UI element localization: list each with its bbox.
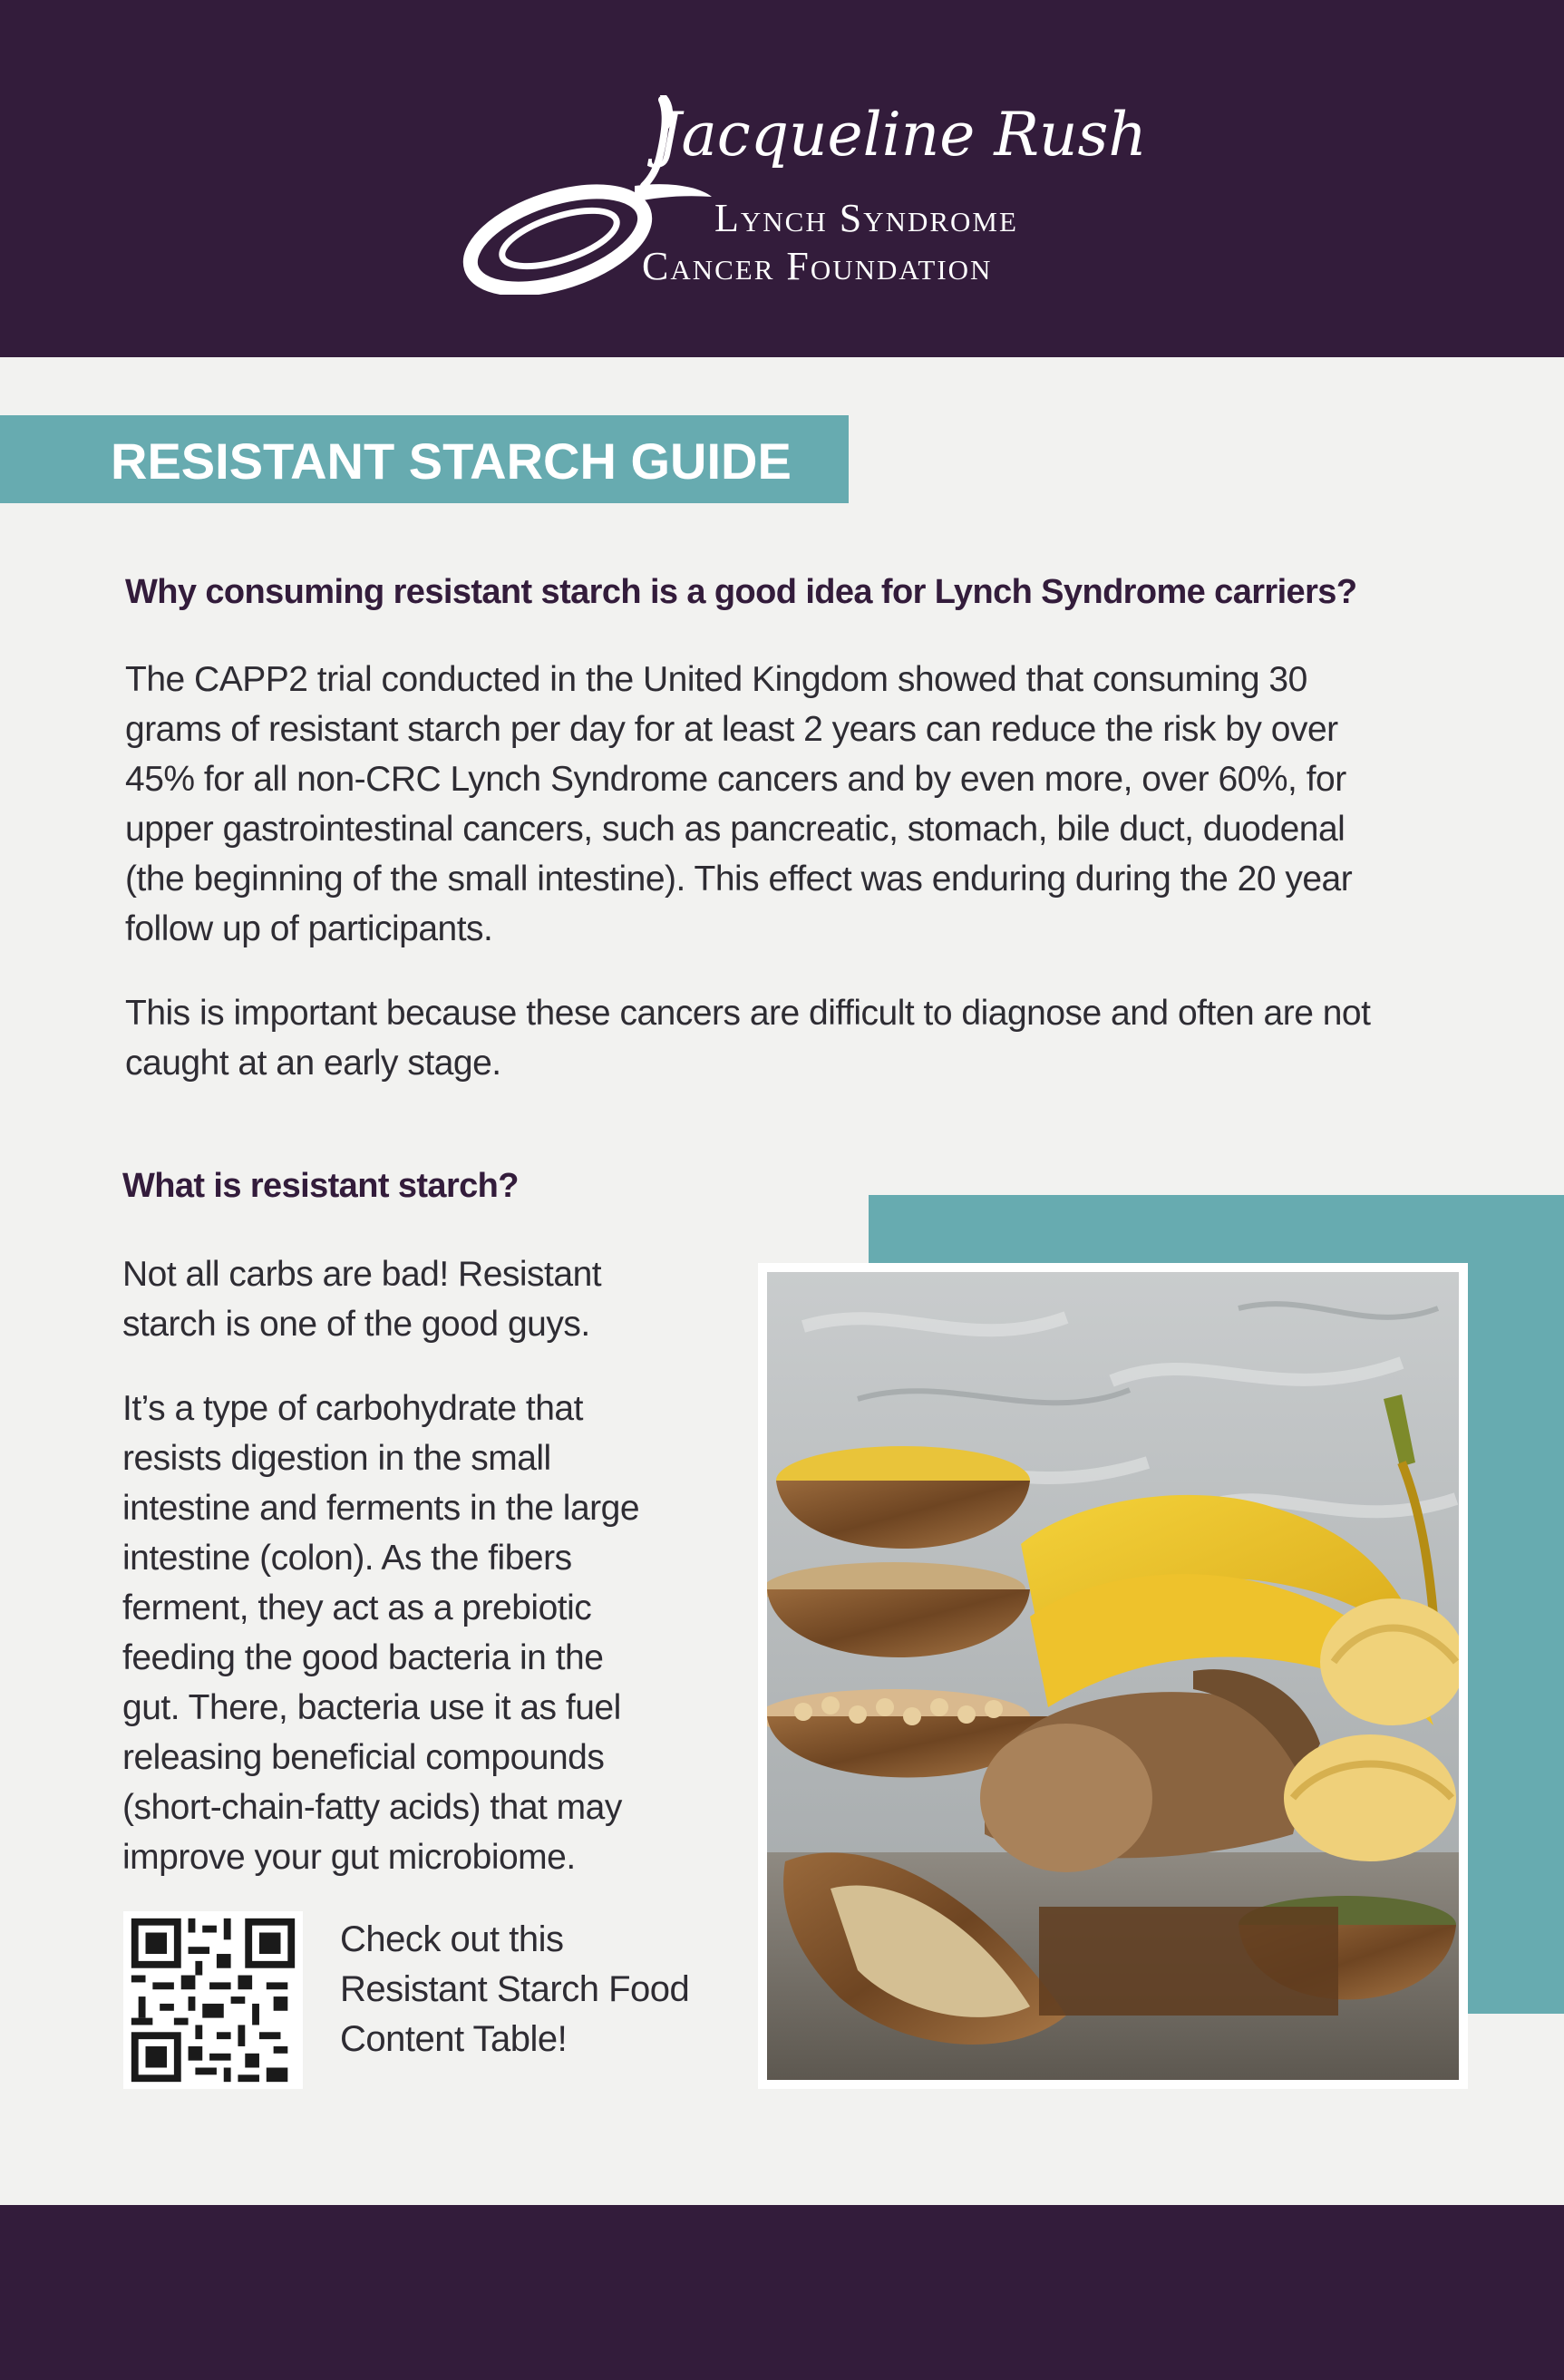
text-line: Not all carbs are bad! Resistant: [122, 1255, 602, 1294]
section2-intro: [122, 1249, 601, 1349]
text-line: intestine and ferments in the large: [122, 1489, 640, 1528]
section1-paragraph: [125, 655, 1352, 954]
text-line: (the beginning of the small intestine). This effect was enduring during the 20 year: [125, 860, 1353, 899]
text-line: improve your gut microbiome.: [122, 1838, 576, 1877]
logo-name: Jacqueline Rush: [657, 100, 1147, 170]
text-line: resists digestion in the small: [122, 1439, 551, 1478]
food-photo-frame: [758, 1263, 1468, 2089]
footer: [0, 2205, 1564, 2380]
section1-paragraph-2: [125, 988, 1370, 1088]
header: [0, 0, 1564, 357]
text-line: Resistant Starch Food: [340, 1969, 690, 2009]
page-title: RESISTANT STARCH GUIDE: [111, 432, 792, 490]
text-line: starch is one of the good guys.: [122, 1305, 590, 1344]
section1-heading: Why consuming resistant starch is a good idea for Lynch Syndrome carriers?: [125, 573, 1357, 611]
title-banner: [0, 415, 849, 503]
section2-heading: What is resistant starch?: [122, 1167, 519, 1205]
text-line: This is important because these cancers are difficult to diagnose and often are not: [125, 994, 1371, 1033]
text-line: Check out this: [340, 1919, 564, 1959]
text-line: (short-chain-fatty acids) that may: [122, 1788, 622, 1827]
text-line: releasing beneficial compounds: [122, 1738, 605, 1777]
text-line: feeding the good bacteria in the: [122, 1638, 604, 1677]
text-line: upper gastrointestinal cancers, such as pancreatic, stomach, bile duct, duodenal: [125, 810, 1345, 849]
text-line: grams of resistant starch per day for at least 2 years can reduce the risk by over: [125, 710, 1338, 749]
section2-body: [122, 1384, 639, 1882]
text-line: ferment, they act as a prebiotic: [122, 1588, 592, 1627]
text-line: gut. There, bacteria use it as fuel: [122, 1688, 621, 1727]
qr-code-icon[interactable]: [123, 1911, 303, 2089]
text-line: The CAPP2 trial conducted in the United Kingdom showed that consuming 30: [125, 660, 1307, 699]
logo-line-2: Cancer Foundation: [642, 244, 993, 288]
text-line: caught at an early stage.: [125, 1044, 501, 1083]
text-line: 45% for all non-CRC Lynch Syndrome cancers and by even more, over 60%, for: [125, 760, 1346, 799]
text-line: Content Table!: [340, 2019, 568, 2059]
logo-line-1: Lynch Syndrome: [714, 196, 1018, 240]
qr-caption: [340, 1915, 689, 2064]
text-line: It’s a type of carbohydrate that: [122, 1389, 583, 1428]
foundation-logo: [458, 95, 1147, 295]
text-line: follow up of participants.: [125, 909, 493, 948]
resistant-starch-foods-image: [767, 1272, 1459, 2080]
text-line: intestine (colon). As the fibers: [122, 1539, 572, 1578]
